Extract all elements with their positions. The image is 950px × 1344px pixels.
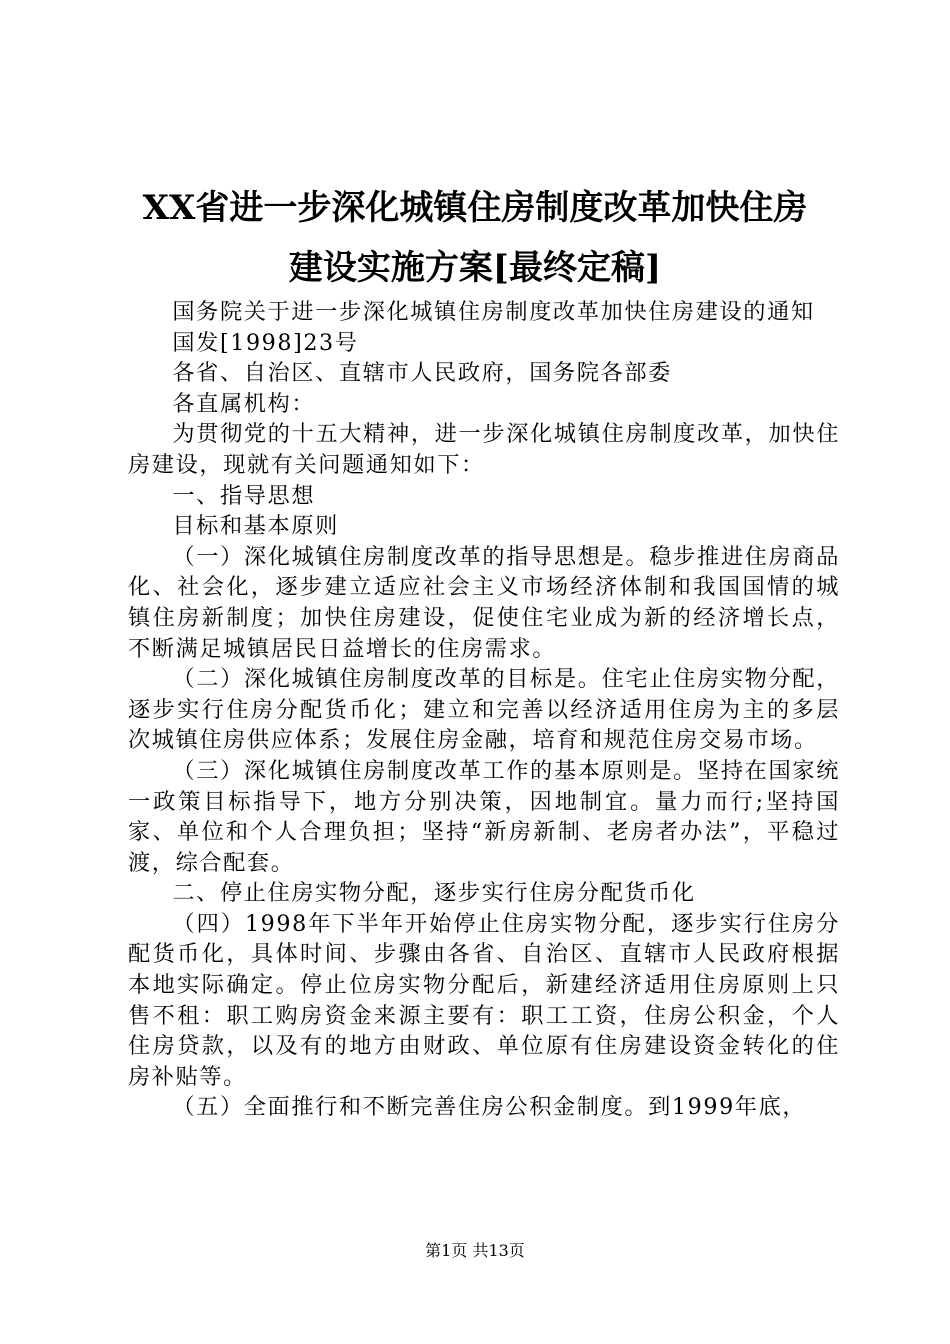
paragraph-item-1: （一）深化城镇住房制度改革的指导思想是。稳步推进住房商品化、社会化，逐步建立适应社会主义市场经济体制和我国国情的城镇住房新制度；加快住房建设，促使住宅业成为新的经济增长点，不断满足城镇居民日益增长的住房需求。 [128,543,840,662]
paragraph-recipients-cont: 各直属机构： [172,390,316,417]
paragraph-intro: 为贯彻党的十五大精神，进一步深化城镇住房制度改革，加快住房建设，现就有关问题通知如下： [128,421,840,478]
paragraph-recipients: 各省、自治区、直辖市人民政府，国务院各部委 [172,360,672,387]
page-footer: 第1页 共13页 [425,1241,525,1260]
paragraph-doc-number: 国发[1998]23号 [172,329,359,356]
paragraph-item-2: （二）深化城镇住房制度改革的目标是。住宅止住房实物分配，逐步实行住房分配货币化；建立和完善以经济适用住房为主的多层次城镇住房供应体系；发展住房金融，培育和规范住房交易市场。 [128,666,840,754]
section-heading-2: 二、停止住房实物分配，逐步实行住房分配货币化 [172,880,696,907]
document-title-line-1: XX省进一步深化城镇住房制度改革加快住房 [142,188,808,228]
paragraph-item-5: （五）全面推行和不断完善住房公积金制度。到1999年底， [172,1094,807,1121]
document-title-line-2: 建设实施方案[最终定稿] [288,248,662,288]
section-heading-1-cont: 目标和基本原则 [172,513,339,540]
paragraph-item-3: （三）深化城镇住房制度改革工作的基本原则是。坚持在国家统一政策目标指导下，地方分别决策，因地制宜。量力而行;坚持国家、单位和个人合理负担；坚持“新房新制、老房者办法”，平稳过渡，综合配套。 [128,757,840,876]
paragraph-item-4: （四）1998年下半年开始停止住房实物分配，逐步实行住房分配货币化，具体时间、步骤由各省、自治区、直辖市人民政府根据本地实际确定。停止位房实物分配后，新建经济适用住房原则上只售不租：职工购房资金来源主要有：职工工资，住房公积金，个人住房贷款，以及有的地方由财政、单位原有住房建设资金转化的住房补贴等。 [128,910,840,1090]
document-body [128,297,840,1123]
paragraph-notice-title: 国务院关于进一步深化城镇住房制度改革加快住房建设的通知 [172,299,815,325]
section-heading-1: 一、指导思想 [172,482,316,509]
